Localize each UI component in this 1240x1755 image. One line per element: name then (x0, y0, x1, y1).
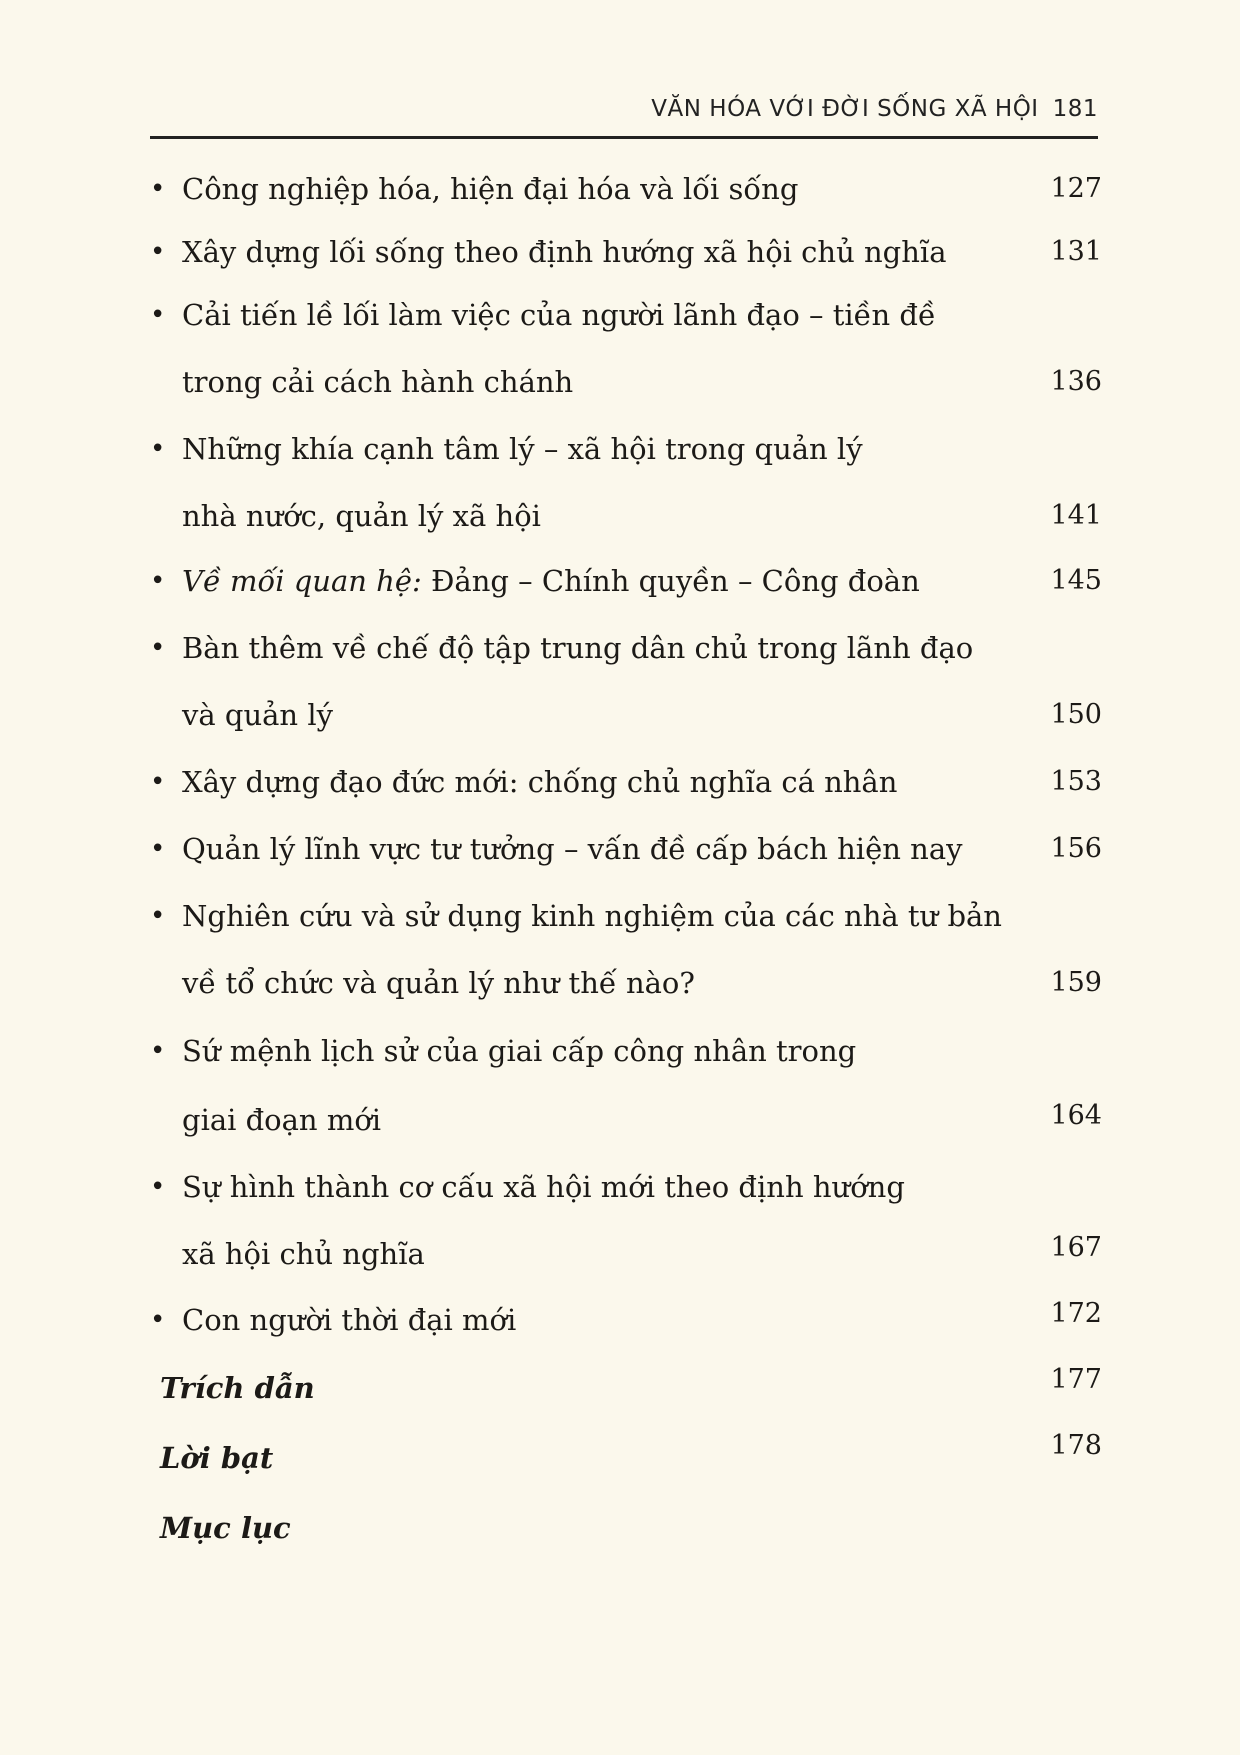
toc-page-number: 177 (1050, 1364, 1102, 1395)
toc-section-afterword: Lời bạt (160, 1441, 274, 1475)
toc-page-number: 145 (1050, 565, 1102, 596)
toc-entry-line: Sứ mệnh lịch sử của giai cấp công nhân trong (182, 1034, 857, 1068)
toc-entry-line: Bàn thêm về chế độ tập trung dân chủ trong lãnh đạo (182, 631, 974, 665)
toc-entry-line: Quản lý lĩnh vực tư tưởng – vấn đề cấp bách hiện nay (182, 832, 963, 866)
toc-page-number: 172 (1050, 1298, 1102, 1329)
toc-page-number: 178 (1050, 1430, 1102, 1461)
toc-entry-line: Những khía cạnh tâm lý – xã hội trong quản lý (182, 432, 863, 466)
toc-entry-line: Công nghiệp hóa, hiện đại hóa và lối sống (182, 172, 799, 206)
toc-entry-line: giai đoạn mới (182, 1103, 382, 1137)
header-rule (150, 136, 1098, 139)
bullet: • (150, 1172, 166, 1202)
toc-section-contents: Mục lục (160, 1511, 291, 1545)
toc-entry-line: về tổ chức và quản lý như thế nào? (182, 966, 695, 1000)
toc-page-number: 136 (1050, 366, 1102, 397)
running-head (150, 96, 1098, 122)
toc-page-number: 153 (1050, 766, 1102, 797)
toc-entry-line: Cải tiến lề lối làm việc của người lãnh đạo – tiền đề (182, 298, 936, 332)
bullet: • (150, 300, 166, 330)
running-head-title: VĂN HÓA VỚI ĐỜI SỐNG XÃ HỘI (651, 96, 1039, 122)
toc-entry-line: và quản lý (182, 698, 333, 732)
toc-page-number: 164 (1050, 1100, 1102, 1131)
bullet: • (150, 237, 166, 267)
bullet: • (150, 633, 166, 663)
bullet: • (150, 834, 166, 864)
toc-page-number: 167 (1050, 1232, 1102, 1263)
toc-page-number: 150 (1050, 699, 1102, 730)
bullet: • (150, 434, 166, 464)
toc-entry-line: nhà nước, quản lý xã hội (182, 499, 541, 533)
toc-entry-text: Đảng – Chính quyền – Công đoàn (421, 564, 920, 598)
toc-entry-line: Xây dựng đạo đức mới: chống chủ nghĩa cá nhân (182, 765, 898, 799)
running-head-page-number: 181 (1052, 96, 1098, 122)
toc-page-number: 127 (1050, 173, 1102, 204)
toc-entry-line: Sự hình thành cơ cấu xã hội mới theo định hướng (182, 1170, 905, 1204)
bullet: • (150, 1305, 166, 1335)
toc-page-number: 141 (1050, 500, 1102, 531)
bullet: • (150, 566, 166, 596)
bullet: • (150, 767, 166, 797)
toc-entry-italic-prefix: Về mối quan hệ: (182, 564, 422, 598)
toc-page-number: 159 (1050, 967, 1102, 998)
toc-entry-line: Nghiên cứu và sử dụng kinh nghiệm của các nhà tư bản (182, 899, 1002, 933)
toc-section-citations: Trích dẫn (160, 1371, 315, 1405)
toc-entry-line (182, 563, 1042, 599)
bullet: • (150, 901, 166, 931)
toc-entry-line: trong cải cách hành chánh (182, 365, 574, 399)
bullet: • (150, 174, 166, 204)
toc-entry-line: Xây dựng lối sống theo định hướng xã hội chủ nghĩa (182, 235, 947, 269)
bullet: • (150, 1036, 166, 1066)
toc-page-number: 156 (1050, 833, 1102, 864)
toc-entry-line: xã hội chủ nghĩa (182, 1237, 425, 1271)
toc-entry-line: Con người thời đại mới (182, 1303, 517, 1337)
toc-page-number: 131 (1050, 236, 1102, 267)
